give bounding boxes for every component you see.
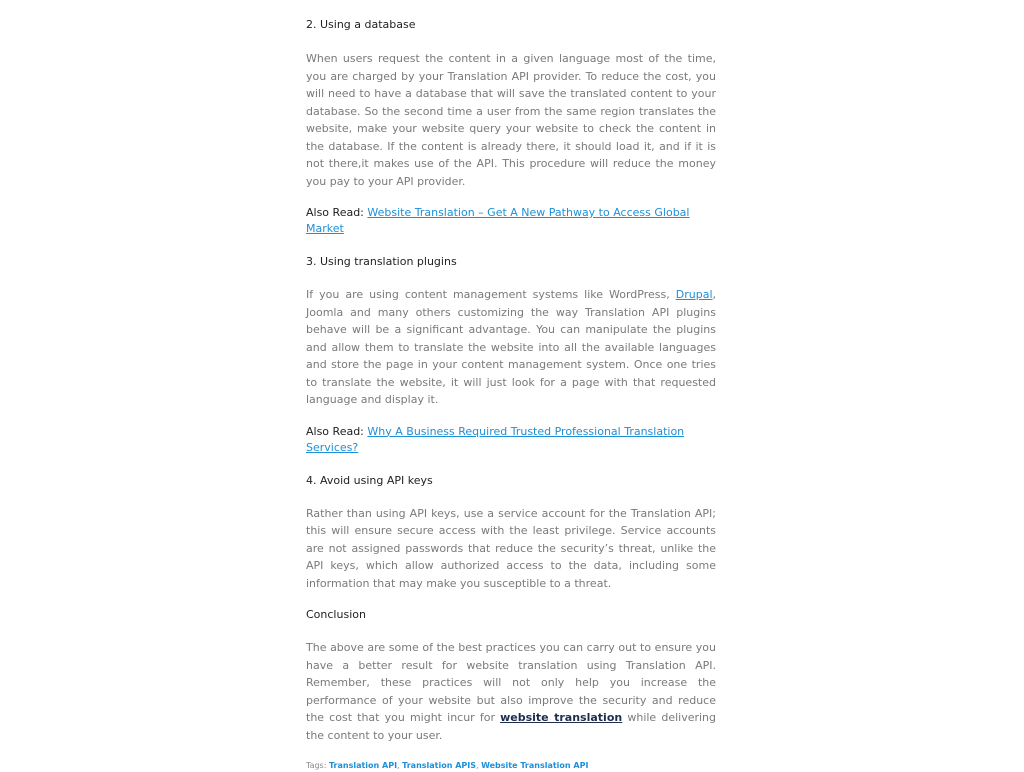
also-read-2 [306, 424, 716, 456]
tags-label: Tags: [306, 761, 327, 770]
also-read-link-website-translation[interactable]: Website Translation – Get A New Pathway to Access Global Market [306, 206, 690, 235]
tags-row [306, 760, 716, 772]
section-heading-plugins: 3. Using translation plugins [306, 255, 457, 268]
section-heading-database: 2. Using a database [306, 18, 416, 31]
drupal-link[interactable]: Drupal [675, 288, 713, 301]
section-heading-api-keys: 4. Avoid using API keys [306, 473, 433, 487]
also-read-link-professional-translation[interactable]: Why A Business Required Trusted Professional Translation Services? [306, 424, 685, 454]
also-read-label: Also Read: [306, 206, 364, 219]
website-translation-link[interactable]: website translation [500, 711, 623, 724]
plugins-text-after-link: , Joomla and many others customizing the way Translation API plugins behave will be a significant advantage. You can manipulate the plugins and allow them to translate the website into all the available languages and store the page in your content management system. Once one tries to translate the website, it will just look for a page with that requested language and display it. [306, 288, 716, 406]
tag-link-translation-apis[interactable]: Translation APIS [402, 761, 476, 770]
conclusion-text-after-link: while delivering the content to your user. [306, 711, 717, 742]
section-heading-conclusion: Conclusion [306, 608, 366, 621]
section-body-conclusion [306, 639, 716, 744]
plugins-text-before-link: If you are using content management systems like WordPress, [306, 288, 676, 301]
tag-separator: , [476, 761, 482, 770]
conclusion-text-before-link: The above are some of the best practices you can carry out to ensure you have a better result for website translation using Translation API. Remember, these practices will not only help you increase the performance of your website but also improve the security and reduce the cost that you might incur for [306, 641, 716, 724]
also-read-1 [306, 205, 716, 237]
tag-link-website-translation-api[interactable]: Website Translation API [481, 761, 589, 770]
section-body-database: When users request the content in a given language most of the time, you are charged by your Translation API provider. To reduce the cost, you will need to have a database that will save the translated content to your database. So the second time a user from the same region translates the website, make your website query your website to check the content in the database. If the content is already there, it should load it, and if it is not there,it makes use of the API. This procedure will reduce the money you pay to your API provider. [306, 52, 716, 188]
article-body [306, 17, 716, 772]
section-body-api-keys: Rather than using API keys, use a service account for the Translation API; this will ensure secure access with the least privilege. Service accounts are not assigned passwords that reduce the security’s threat, unlike the API keys, which allow authorized access to the data, including some information that may make you susceptible to a threat. [306, 506, 716, 590]
tag-link-translation-api[interactable]: Translation API [328, 761, 398, 770]
tag-separator: , [397, 761, 403, 770]
also-read-label: Also Read: [306, 424, 364, 438]
section-body-plugins [306, 286, 716, 409]
